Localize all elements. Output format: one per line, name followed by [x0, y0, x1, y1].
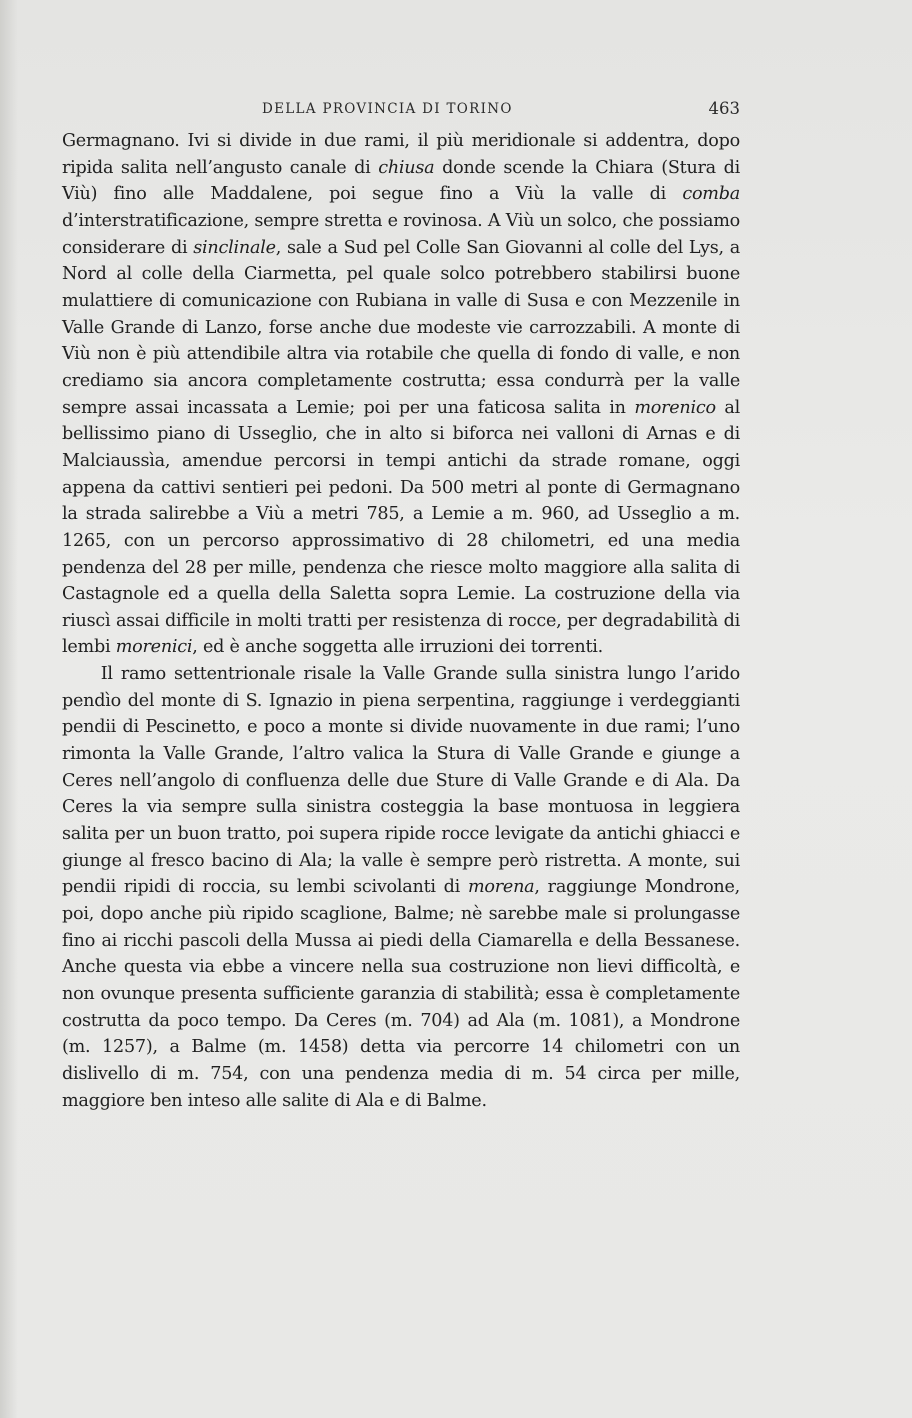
body-text [62, 128, 740, 1114]
italic-term: morena [467, 877, 535, 898]
italic-term: chiusa [378, 157, 435, 178]
text-run: Germagnano. Ivi si divide in due rami, il più meridionale si addentra, dopo ripida salita nell’angusto canale di [62, 131, 740, 178]
running-title: DELLA PROVINCIA DI TORINO [262, 101, 513, 117]
page-number: 463 [708, 99, 740, 118]
paragraph-2 [62, 661, 740, 1114]
italic-term: comba [682, 184, 740, 205]
page-header [62, 101, 740, 125]
text-run: , ed è anche soggetta alle irruzioni dei torrenti. [192, 637, 603, 658]
italic-term: sinclinale [193, 237, 276, 258]
paragraph-1 [62, 128, 740, 661]
text-run: d’interstratificazione, sempre stretta e rovinosa. A Viù un solco, che possiamo considerare di [62, 210, 740, 258]
text-run: donde scende la Chiara (Stura di Viù) fino alle Maddalene, poi segue fino a Viù la valle di [62, 157, 740, 205]
text-run: al bellissimo piano di Usseglio, che in alto si biforca nei valloni di Arnas e di Malciaussìa, amendue percorsi in tempi antichi da strade romane, oggi appena da cattivi sentieri pei pedoni. Da 500 metri al ponte di Germagnano la strada salirebbe a Viù a metri 785, a Lemie a m. 960, ad Usseglio a m. 1265, con un percorso approssimativo di 28 chilometri, ed una media pendenza del 28 per mille, pendenza che riesce molto maggiore alla salita di Castagnole ed a quella della Saletta sopra Lemie. La costruzione della via riuscì assai difficile in molti tratti per resistenza di rocce, per degradabilità di lembi [62, 397, 741, 658]
text-run: , sale a Sud pel Colle San Giovanni al colle del Lys, a Nord al colle della Ciarmetta, pel quale solco potrebbero stabilirsi buone mulattiere di comunicazione con Rubiana in valle di Susa e con Mezzenile in Valle Grande di Lanzo, forse anche due modeste vie carrozzabili. A monte di Viù non è più attendibile altra via rotabile che quella di fondo di valle, e non crediamo sia ancora completamente costrutta; essa condurrà per la valle sempre assai incassata a Lemie; poi per una faticosa salita in [62, 237, 740, 418]
italic-term: morenico [634, 397, 716, 418]
text-run: Il ramo settentrionale risale la Valle Grande sulla sinistra lungo l’arido pendìo del monte di S. Ignazio in piena serpentina, raggiunge i verdeggianti pendii di Pescinetto, e poco a monte si divide nuovamente in due rami; l’uno rimonta la Valle Grande, l’altro valica la Stura di Valle Grande e giunge a Ceres nell’angolo di confluenza delle due Sture di Valle Grande e di Ala. Da Ceres la via sempre sulla sinistra costeggia la base montuosa in leggiera salita per un buon tratto, poi supera ripide rocce levigate da antichi ghiacci e giunge al fresco bacino di Ala; la valle è sempre però ristretta. A monte, sui pendii ripidi di roccia, su lembi scivolanti di [62, 664, 740, 898]
italic-term: morenici [115, 637, 193, 658]
text-run: , raggiunge Mondrone, poi, dopo anche più ripido scaglione, Balme; nè sarebbe male si prolungasse fino ai ricchi pascoli della Mussa ai piedi della Ciamarella e della Bessanese. Anche questa via ebbe a vincere nella sua costruzione non lievi difficoltà, e non ovunque presenta sufficiente garanzia di stabilità; essa è completamente costrutta da poco tempo. Da Ceres (m. 704) ad Ala (m. 1081), a Mondrone (m. 1257), a Balme (m. 1458) detta via percorre 14 chilometri con un dislivello di m. 754, con una pendenza media di m. 54 circa per mille, maggiore ben inteso alle salite di Ala e di Balme. [62, 877, 740, 1111]
